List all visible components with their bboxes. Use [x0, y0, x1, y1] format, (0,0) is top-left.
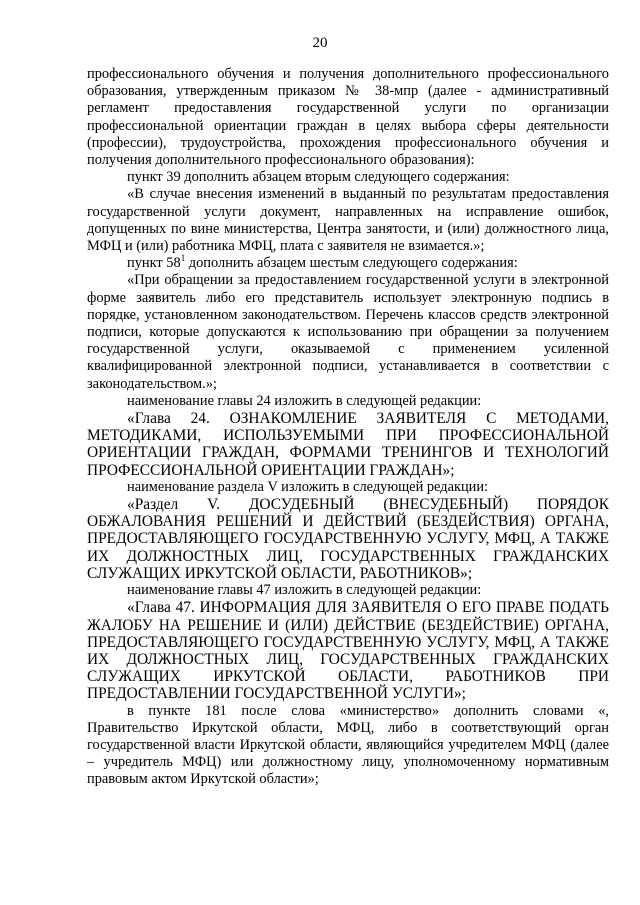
amend-point-58-text-start: пункт 58: [127, 255, 181, 272]
document-body: [87, 66, 609, 789]
paragraph-amend-chapter-47: наименование главы 47 изложить в следующей редакции:: [127, 582, 482, 599]
paragraph-quote-point-58-1: «При обращении за предоставлением государственной услуги в электронной форме заявитель либо его представитель использует электронную подпись в порядке, установленном законодательством. Перечень классов средств электронной подписи, которые допускаются к использованию при обращении за получением государственной услуги, оказываемой с применением усиленной квалифицированной электронной подписи, устанавливается в соответствии с законодательством.»;: [87, 272, 609, 392]
amend-point-58-text-end: дополнить абзацем шестым следующего содержания:: [185, 255, 518, 272]
paragraph-quote-chapter-24: «Глава 24. ОЗНАКОМЛЕНИЕ ЗАЯВИТЕЛЯ С МЕТОДАМИ, МЕТОДИКАМИ, ИСПОЛЬЗУЕМЫМИ ПРИ ПРОФЕССИОНАЛЬНОЙ ОРИЕНТАЦИИ ГРАЖДАН, ФОРМАМИ ТРЕНИНГОВ И ТЕХНОЛОГИЙ ПРОФЕССИОНАЛЬНОЙ ОРИЕНТАЦИИ ГРАЖДАН»;: [87, 410, 609, 479]
paragraph-continuation: профессионального обучения и получения дополнительного профессионального образования, утвержденным приказом № 38-мпр (далее - административный регламент предоставления государственной услуги по организации профессиональной ориентации граждан в целях выбора сферы деятельности (профессии), трудоустройства, прохождения профессионального обучения и получения дополнительного профессионального образования):: [87, 66, 609, 169]
paragraph-amend-chapter-24: наименование главы 24 изложить в следующей редакции:: [127, 392, 482, 409]
paragraph-quote-section-v: «Раздел V. ДОСУДЕБНЫЙ (ВНЕСУДЕБНЫЙ) ПОРЯДОК ОБЖАЛОВАНИЯ РЕШЕНИЙ И ДЕЙСТВИЙ (БЕЗДЕЙСТВИЯ) ОРГАНА, ПРЕДОСТАВЛЯЮЩЕГО ГОСУДАРСТВЕННУЮ УСЛУГУ, МФЦ, А ТАКЖЕ ИХ ДОЛЖНОСТНЫХ ЛИЦ, ГОСУДАРСТВЕННЫХ ГРАЖДАНСКИХ СЛУЖАЩИХ ИРКУТСКОЙ ОБЛАСТИ, РАБОТНИКОВ»;: [87, 496, 609, 582]
paragraph-quote-chapter-47: «Глава 47. ИНФОРМАЦИЯ ДЛЯ ЗАЯВИТЕЛЯ О ЕГО ПРАВЕ ПОДАТЬ ЖАЛОБУ НА РЕШЕНИЕ И (ИЛИ) ДЕЙСТВИЕ (БЕЗДЕЙСТВИЕ) ОРГАНА, ПРЕДОСТАВЛЯЮЩЕГО ГОСУДАРСТВЕННУЮ УСЛУГУ, МФЦ, А ТАКЖЕ ИХ ДОЛЖНОСТНЫХ ЛИЦ, ГОСУДАРСТВЕННЫХ ГРАЖДАНСКИХ СЛУЖАЩИХ ИРКУТСКОЙ ОБЛАСТИ, РАБОТНИКОВ ПРИ ПРЕДОСТАВЛЕНИИ ГОСУДАРСТВЕННОЙ УСЛУГИ»;: [87, 599, 609, 703]
paragraph-amend-point-58-1: [87, 255, 609, 272]
paragraph-quote-point-39: «В случае внесения изменений в выданный по результатам предоставления государственной услуги документ, направленных на исправление ошибок, допущенных по вине министерства, Центра занятости, и (или) должностного лица, МФЦ и (или) работника МФЦ, плата с заявителя не взимается.»;: [87, 186, 609, 255]
paragraph-amend-point-181: в пункте 181 после слова «министерство» дополнить словами «, Правительство Иркутской области, МФЦ, либо в соответствующий орган государственной власти Иркутской области, являющийся учредителем МФЦ (далее – учредитель МФЦ) или должностному лицу, уполномоченному нормативным правовым актом Иркутской области»;: [87, 702, 609, 788]
paragraph-amend-point-39: пункт 39 дополнить абзацем вторым следующего содержания:: [127, 169, 510, 186]
amend-point-58-superscript: 1: [180, 253, 186, 264]
paragraph-amend-section-v: наименование раздела V изложить в следующей редакции:: [127, 478, 489, 495]
page-number: 20: [312, 35, 328, 51]
